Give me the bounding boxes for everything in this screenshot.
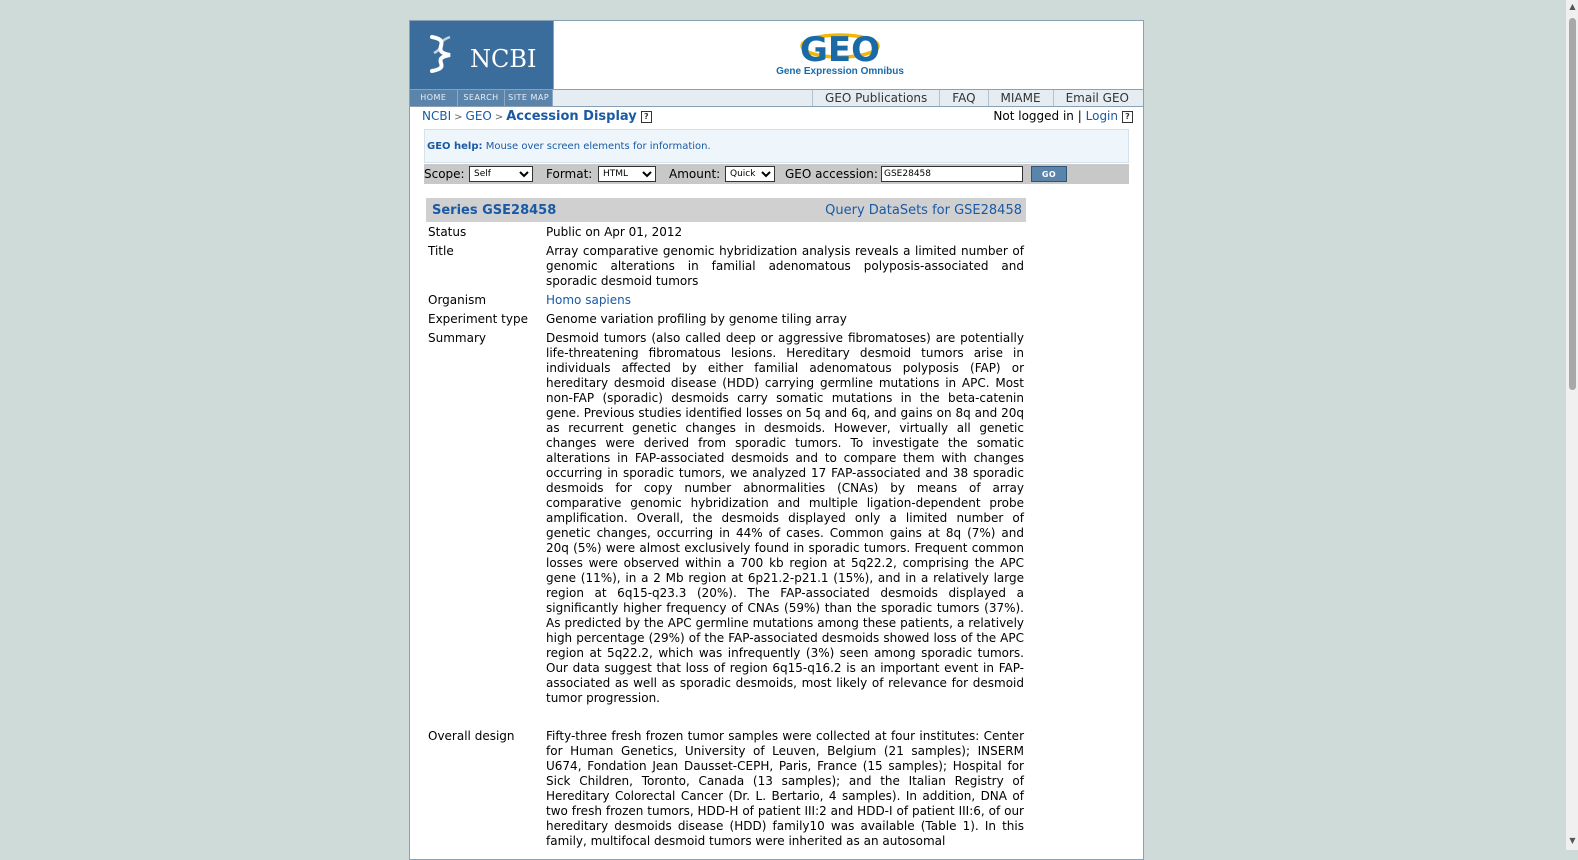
- series-title: Series GSE28458: [432, 203, 557, 218]
- scroll-up-icon[interactable]: ▲: [1569, 2, 1576, 11]
- amount-select[interactable]: [725, 166, 775, 182]
- nav-search[interactable]: SEARCH: [458, 90, 506, 106]
- detail-key: Organism: [428, 293, 487, 307]
- go-button[interactable]: GO: [1031, 166, 1067, 182]
- email-geo-link[interactable]: Email GEO: [1053, 90, 1141, 106]
- detail-key: Status: [428, 225, 467, 239]
- accession-input[interactable]: [881, 166, 1023, 182]
- breadcrumb-ncbi[interactable]: NCBI: [422, 109, 452, 123]
- series-header: [426, 198, 1026, 222]
- geo-publications-link[interactable]: GEO Publications: [812, 90, 939, 106]
- nav-home[interactable]: HOME: [410, 90, 458, 106]
- ncbi-logo-text: NCBI: [470, 45, 537, 73]
- detail-key: Summary: [428, 331, 486, 345]
- geo-links: [812, 90, 1141, 106]
- detail-row-organism: [428, 293, 1028, 308]
- breadcrumb-current: Accession Display: [506, 109, 637, 124]
- breadcrumb: [422, 109, 652, 124]
- login-status: Not logged in: [993, 109, 1074, 123]
- detail-value: Genome variation profiling by genome tiling array: [546, 312, 847, 326]
- help-icon[interactable]: ?: [1122, 111, 1133, 123]
- ncbi-nav: [410, 90, 553, 106]
- faq-link[interactable]: FAQ: [939, 90, 987, 106]
- detail-row-overall-design: [428, 729, 1028, 849]
- detail-row-experiment-type: [428, 312, 1028, 327]
- detail-value: Desmoid tumors (also called deep or aggressive fibromatoses) are potentially life-threatening fibromatous lesions. Hereditary desmoid tumors arise in individuals affected by either familial adenomatous polyposis (FAP) or hereditary desmoid disease (HDD) carrying germline mutations in APC. Most non-FAP (sporadic) desmoids carry somatic mutations in the beta-catenin gene. Previous studies identified losses on 5q and 6q, and gains on 8q and 20q as recurrent genetic changes in desmoids. However, virtually all genetic changes were derived from sporadic tumors. To investigate the somatic alterations in FAP-associated desmoids and to compare them with changes occurring in sporadic tumors, we analyzed 17 FAP-associated and 38 sporadic desmoids for copy number abnormalities (CNAs) by means of array comparative genomic hybridization and multiple ligation-dependent probe amplification. Overall, the desmoids displayed only a limited number of genetic changes, occurring in 44% of cases. Common gains at 8q (7%) and 20q (5%) were almost exclusively found in sporadic tumors. Frequent common losses were observed within a 700 kb region at 5q22.2, comprising the APC gene (11%), in a 2 Mb region at 6p21.2-p21.1 (15%), and in a relatively large region at 6q15-q23.3 (20%). The FAP-associated desmoids displayed a significantly higher frequency of CNAs (59%) than the sporadic tumors (37%). As predicted by the APC germline mutations among these patients, a relatively high percentage (29%) of the FAP-associated desmoids showed loss of the APC region at 5q22.2, which was infrequently (3%) seen among sporadic tumors. Our data suggest that loss of region 6q15-q16.2 is an important event in FAP-associated as well as sporadic desmoids, most likely of relevance for desmoid tumor progression.: [546, 331, 1024, 705]
- detail-value: Array comparative genomic hybridization analysis reveals a limited number of genomic alterations in familial adenomatous polyposis-associated and sporadic desmoid tumors: [546, 244, 1024, 288]
- accession-label: GEO accession:: [785, 167, 878, 181]
- detail-key: Experiment type: [428, 312, 528, 326]
- login-link[interactable]: Login: [1085, 109, 1118, 123]
- geo-help-text: Mouse over screen elements for information.: [485, 141, 711, 152]
- geo-logo[interactable]: [770, 25, 910, 85]
- geo-logo-mark-icon: [800, 25, 880, 67]
- breadcrumb-geo[interactable]: GEO: [465, 109, 492, 123]
- scope-label: Scope:: [424, 167, 465, 181]
- geo-logo-text: GEO: [800, 30, 880, 67]
- scroll-thumb[interactable]: [1569, 18, 1576, 390]
- query-bar: [424, 164, 1129, 184]
- detail-row-summary: [428, 331, 1028, 706]
- scroll-down-icon[interactable]: ▼: [1569, 836, 1576, 845]
- detail-value: Fifty-three fresh frozen tumor samples were collected at four institutes: Center for Human Genetics, University of Leuven, Belgium (21 samples); INSERM U674, Fondation Jean Dausset-CEPH, Paris, France (15 samples); Hospital for Sick Children, Toronto, Canada (13 samples); and the Italian Registry of Hereditary Colorectal Cancer (Dr. L. Bertario, 4 samples). In addition, DNA of two fresh frozen tumors, HDD-H of patient III:2 and HDD-I of patient III:6, of our hereditary desmoids disease (HDD) family10 was available (Table 1). In this family, multifocal desmoid tumors were inherited as an autosomal: [546, 729, 1024, 848]
- format-label: Format:: [546, 167, 593, 181]
- nav-site-map[interactable]: SITE MAP: [505, 90, 553, 106]
- query-datasets-link[interactable]: Query DataSets for GSE28458: [825, 203, 1022, 218]
- detail-row-status: [428, 225, 1028, 240]
- series-details: [428, 225, 1028, 849]
- amount-label: Amount:: [669, 167, 721, 181]
- miame-link[interactable]: MIAME: [988, 90, 1053, 106]
- detail-row-title: [428, 244, 1028, 289]
- page-container: [409, 20, 1144, 860]
- geo-help-label: GEO help:: [427, 141, 483, 152]
- login-separator: |: [1077, 109, 1082, 123]
- organism-link[interactable]: Homo sapiens: [546, 293, 632, 307]
- login-area: [993, 109, 1133, 123]
- detail-key: Title: [428, 244, 454, 258]
- format-select[interactable]: [598, 166, 656, 182]
- vertical-scrollbar[interactable]: [1566, 0, 1578, 850]
- detail-key: Overall design: [428, 729, 515, 743]
- detail-value: Public on Apr 01, 2012: [546, 225, 683, 239]
- help-icon[interactable]: ?: [641, 111, 652, 123]
- breadcrumb-separator: >: [454, 112, 463, 123]
- ncbi-logo[interactable]: [410, 21, 554, 89]
- geo-logo-subtitle: Gene Expression Omnibus: [776, 66, 904, 77]
- dna-helix-icon: [424, 33, 458, 75]
- navigation-bar: [410, 89, 1143, 107]
- geo-help-box: [424, 129, 1129, 163]
- scope-select[interactable]: [469, 166, 533, 182]
- breadcrumb-separator: >: [494, 112, 504, 123]
